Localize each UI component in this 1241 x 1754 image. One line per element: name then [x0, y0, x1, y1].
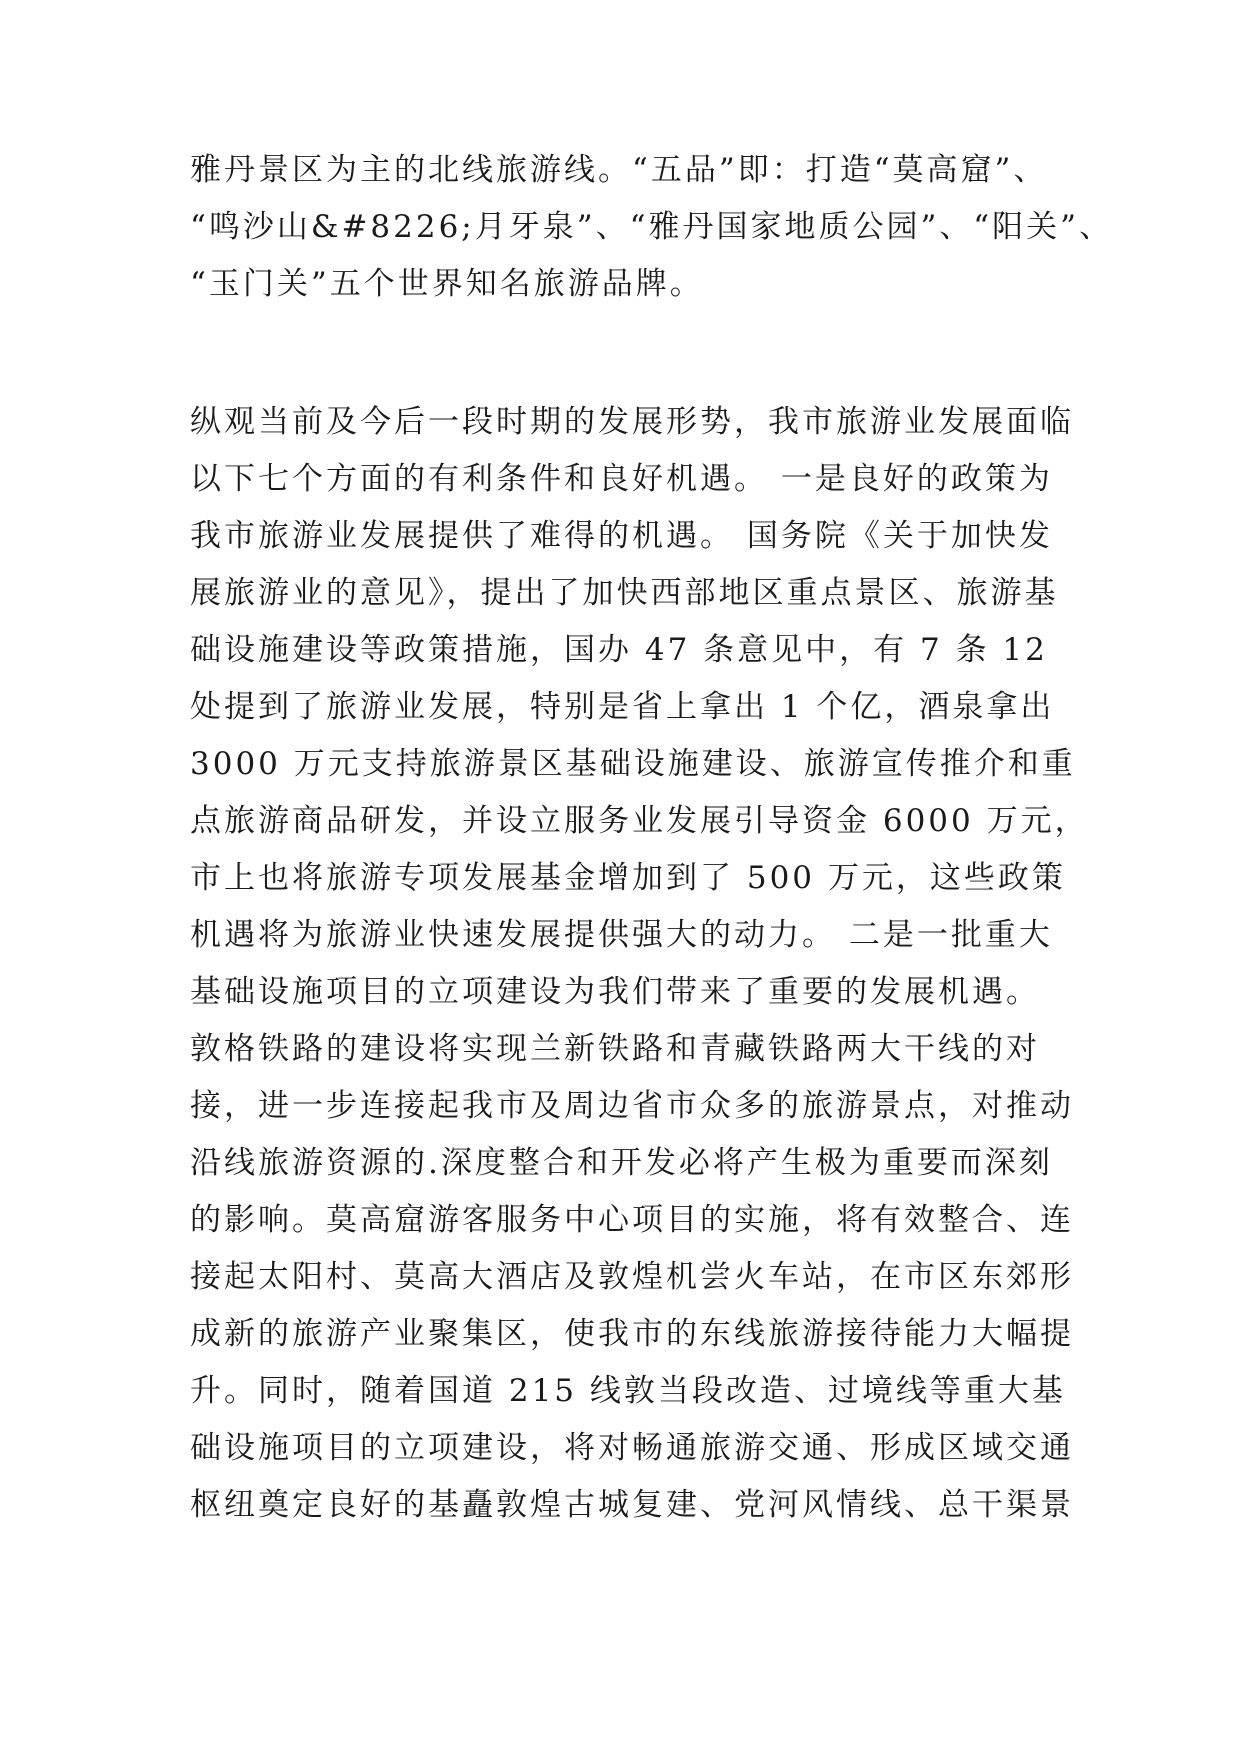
paragraph-2-line-18: 升。同时，随着国道 215 线敦当段改造、过境线等重大基: [190, 1373, 1066, 1409]
paragraph-2-line-15: 的影响。莫高窟游客服务中心项目的实施，将有效整合、连: [190, 1202, 1074, 1238]
paragraph-2-line-10: 机遇将为旅游业快速发展提供强大的动力。 二是一批重大: [190, 917, 1053, 953]
paragraph-1-line-2: “鸣沙山&#8226;月牙泉”、“雅丹国家地质公园”、“阳关”、: [190, 209, 1113, 245]
paragraph-2-line-8: 点旅游商品研发，并设立服务业发展引导资金 6000 万元，: [190, 803, 1089, 839]
paragraph-2-line-6: 处提到了旅游业发展，特别是省上拿出 1 个亿，酒泉拿出: [190, 689, 1055, 725]
paragraph-2-line-19: 础设施项目的立项建设，将对畅通旅游交通、形成区域交通: [190, 1430, 1074, 1466]
paragraph-2-line-1: 纵观当前及今后一段时期的发展形势，我市旅游业发展面临: [190, 404, 1074, 440]
paragraph-2-line-2: 以下七个方面的有利条件和良好机遇。 一是良好的政策为: [190, 461, 1053, 497]
paragraph-2-line-11: 基础设施项目的立项建设为我们带来了重要的发展机遇。: [190, 974, 1040, 1010]
paragraph-2-line-12: 敦格铁路的建设将实现兰新铁路和青藏铁路两大干线的对: [190, 1031, 1040, 1067]
paragraph-2-line-9: 市上也将旅游专项发展基金增加到了 500 万元，这些政策: [190, 860, 1066, 896]
paragraph-1-line-3: “玉门关”五个世界知名旅游品牌。: [190, 266, 704, 302]
paragraph-2-line-3: 我市旅游业发展提供了难得的机遇。 国务院《关于加快发: [190, 518, 1053, 554]
paragraph-2-line-17: 成新的旅游产业聚集区，使我市的东线旅游接待能力大幅提: [190, 1316, 1074, 1352]
paragraph-2-line-14: 沿线旅游资源的.深度整合和开发必将产生极为重要而深刻: [190, 1145, 1053, 1181]
paragraph-1-line-1: 雅丹景区为主的北线旅游线。“五品”即：打造“莫高窟”、: [190, 152, 1048, 188]
paragraph-2-line-20: 枢纽奠定良好的基矗敦煌古城复建、党河风情线、总干渠景: [190, 1487, 1074, 1523]
paragraph-2-line-16: 接起太阳村、莫高大酒店及敦煌机尝火车站，在市区东郊形: [190, 1259, 1074, 1295]
paragraph-2-line-5: 础设施建设等政策措施，国办 47 条意见中，有 7 条 12: [190, 632, 1048, 668]
paragraph-2-line-13: 接，进一步连接起我市及周边省市众多的旅游景点，对推动: [190, 1088, 1074, 1124]
paragraph-2-line-7: 3000 万元支持旅游景区基础设施建设、旅游宣传推介和重: [190, 746, 1076, 782]
paragraph-2-line-4: 展旅游业的意见》，提出了加快西部地区重点景区、旅游基: [190, 575, 1059, 611]
